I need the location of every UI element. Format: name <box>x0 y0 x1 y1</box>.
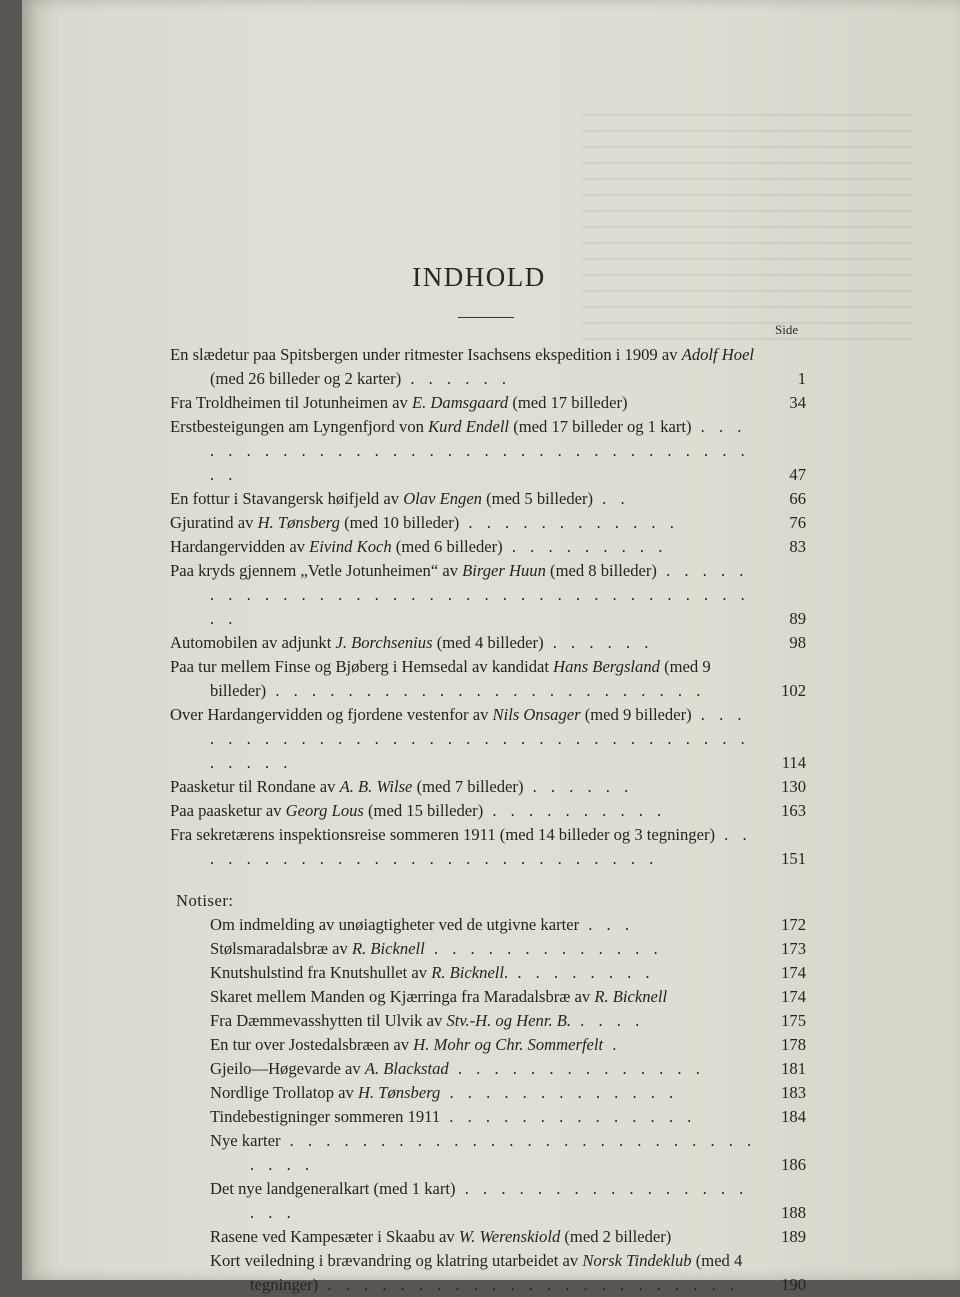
entry-text: Fra Troldheimen til Jotunheimen av <box>170 393 412 412</box>
toc-entry <box>170 343 806 391</box>
dot-leader: . . . . . . . . . . . . . <box>440 1083 679 1102</box>
entry-text: Fra sekretærens inspektionsreise sommeren 1911 (med 14 billeder og 3 tegninger) <box>170 825 716 844</box>
entry-text: (med 2 billeder) <box>560 1227 672 1246</box>
dot-leader: . . . . . . <box>523 777 634 796</box>
dot-leader: . . . . . . <box>543 633 654 652</box>
entry-title <box>170 1033 806 1057</box>
entry-text: Rasene ved Kampesæter i Skaabu av <box>210 1227 459 1246</box>
entry-title <box>170 343 806 391</box>
entry-title <box>170 1249 806 1297</box>
entry-author: Stv.-H. og Henr. B. <box>446 1011 572 1030</box>
page-number: 47 <box>789 465 806 484</box>
dot-leader: . . . . . . <box>401 369 511 388</box>
entry-author: H. Mohr og Chr. Sommerfelt <box>413 1035 604 1054</box>
entry-text: (med 17 billeder og 1 kart) <box>509 417 692 436</box>
toc-entry <box>170 1129 806 1177</box>
dot-leader: . . . . . . . . . . . . . . . . . . . . . . . . . . . . . . . . . . . . . . <box>210 705 750 772</box>
dot-leader: . . . . . . . . . . . . . . . . . . . . . . . . <box>266 681 706 700</box>
page-number: 184 <box>781 1107 806 1126</box>
page-number: 151 <box>781 849 806 868</box>
toc-entry <box>170 799 806 823</box>
entry-text: (med 4 billeder) <box>432 633 544 652</box>
toc-notiser-entries <box>170 913 806 1297</box>
entry-author: A. B. Wilse <box>339 777 413 796</box>
toc-entry <box>170 1105 806 1129</box>
entry-author: Olav Engen <box>403 489 482 508</box>
entry-author: J. Borchsenius <box>335 633 433 652</box>
entry-text: Hardangervidden av <box>170 537 310 556</box>
dot-leader: . . . . . . . . . . . . . . . . . . . . . . . . . . . . . . . . . . . . . <box>210 561 750 628</box>
entry-author: R. Bicknell <box>594 987 668 1006</box>
dot-leader: . . . . . . . . . . . . . . <box>448 1059 705 1078</box>
page-number: 1 <box>797 369 806 388</box>
toc-entry <box>170 985 806 1009</box>
entry-text: (med 6 billeder) <box>391 537 503 556</box>
page-number: 130 <box>781 777 806 796</box>
dot-leader: . . . . . . . . . <box>502 537 668 556</box>
entry-title <box>170 1009 806 1033</box>
entry-author: H. Tønsberg <box>257 513 340 532</box>
entry-title <box>170 913 806 937</box>
dot-leader: . <box>603 1035 622 1054</box>
page-number: 83 <box>789 537 806 556</box>
entry-title <box>170 961 806 985</box>
dot-leader: . . . . . . . . . . <box>483 801 667 820</box>
title-text: INDHOLD <box>412 262 546 292</box>
entry-text: Gjeilo—Høgevarde av <box>210 1059 365 1078</box>
entry-title <box>170 559 806 631</box>
entry-text: Paa kryds gjennem „Vetle Jotunheimen“ av <box>170 561 463 580</box>
entry-text: (med 5 billeder) <box>481 489 594 508</box>
notiser-heading: Notiser: <box>176 891 234 910</box>
entry-title <box>170 415 806 487</box>
toc-entry <box>170 1033 806 1057</box>
toc-entry <box>170 415 806 487</box>
page-number: 188 <box>781 1203 806 1222</box>
entry-text: Stølsmaradalsbræ av <box>210 939 352 958</box>
toc-entry <box>170 1009 806 1033</box>
dot-leader: . . <box>593 489 630 508</box>
entry-text: Paasketur til Rondane av <box>170 777 340 796</box>
entry-title <box>170 1225 806 1249</box>
dot-leader: . . . . . . . . . . . . . . . . . . . . . . . <box>318 1275 740 1294</box>
entry-text: Over Hardangervidden og fjordene vestenfor av <box>170 705 493 724</box>
entry-author: Nils Onsager <box>492 705 581 724</box>
entry-title <box>170 937 806 961</box>
entry-author: Georg Lous <box>285 801 364 820</box>
entry-text: En tur over Jostedalsbræen av <box>210 1035 414 1054</box>
toc-entry <box>170 823 806 871</box>
entry-title <box>170 1129 806 1177</box>
page-number: 102 <box>781 681 806 700</box>
toc-entry <box>170 1081 806 1105</box>
entry-text: En fottur i Stavangersk høifjeld av <box>170 489 404 508</box>
entry-text: (med 9 billeder) <box>580 705 692 724</box>
entry-text: Tindebestigninger sommeren 1911 <box>210 1107 441 1126</box>
entry-title <box>170 1081 806 1105</box>
title-rule <box>458 317 514 318</box>
entry-text: Skaret mellem Manden og Kjærringa fra Maradalsbræ av <box>210 987 595 1006</box>
toc-entry <box>170 535 806 559</box>
entry-title <box>170 487 806 511</box>
toc-entry <box>170 961 806 985</box>
entry-text: Paa paasketur av <box>170 801 286 820</box>
entry-text: (med 15 billeder) <box>363 801 484 820</box>
page-title <box>22 262 960 293</box>
entry-author: Birger Huun <box>462 561 546 580</box>
entry-title <box>170 655 806 703</box>
entry-text: (med 10 billeder) <box>339 513 460 532</box>
page-number: 181 <box>781 1059 806 1078</box>
dot-leader: . . . . . . . . . . . . <box>459 513 679 532</box>
page-number: 173 <box>781 939 806 958</box>
toc-entry <box>170 559 806 631</box>
page-number: 190 <box>781 1275 806 1294</box>
entry-text: (med 26 billeder og 2 karter) <box>210 369 402 388</box>
entry-text: Om indmelding av unøiagtigheter ved de utgivne karter <box>210 915 580 934</box>
page-number: 174 <box>781 987 806 1006</box>
show-through-text <box>582 100 912 350</box>
entry-text: Knutshulstind fra Knutshullet av <box>210 963 432 982</box>
toc-entry <box>170 391 806 415</box>
page-number: 34 <box>789 393 806 412</box>
page-number: 183 <box>781 1083 806 1102</box>
entry-title <box>170 535 806 559</box>
entry-text: (med 17 billeder) <box>508 393 628 412</box>
entry-text: Nordlige Trollatop av <box>210 1083 358 1102</box>
page-number: 163 <box>781 801 806 820</box>
dot-leader: . . . . . . . . . . . . . . . . . . . . . . . . . . . . . . . . . . . <box>210 417 750 484</box>
toc-entry <box>170 511 806 535</box>
entry-title <box>170 703 806 775</box>
entry-title <box>170 985 806 1009</box>
entry-title <box>170 823 806 871</box>
page-column-label: Side <box>775 322 799 337</box>
entry-text: (med 7 billeder) <box>412 777 524 796</box>
entry-author: E. Damsgaard <box>411 393 509 412</box>
entry-text: . <box>504 963 509 982</box>
entry-text: Gjuratind av <box>170 513 258 532</box>
toc-entry <box>170 487 806 511</box>
dot-leader: . . . . . . . . . . . . . . . . . . . <box>250 1179 749 1222</box>
toc-entry <box>170 631 806 655</box>
dot-leader: . . . <box>579 915 634 934</box>
entry-author: Kurd Endell <box>428 417 510 436</box>
entry-title <box>170 799 806 823</box>
entry-text: Kort veiledning i brævandring og klatring utarbeidet av <box>210 1251 583 1270</box>
page-number: 172 <box>781 915 806 934</box>
page-number: 98 <box>789 633 806 652</box>
toc-entry <box>170 1249 806 1297</box>
entry-title <box>170 391 806 415</box>
page-number: 186 <box>781 1155 806 1174</box>
entry-title <box>170 1105 806 1129</box>
entry-text: Paa tur mellem Finse og Bjøberg i Hemsedal av kandidat <box>170 657 554 676</box>
entry-author: H. Tønsberg <box>357 1083 441 1102</box>
entry-author: Adolf Hoel <box>681 345 755 364</box>
entry-title <box>170 1177 806 1225</box>
book-page <box>22 0 960 1294</box>
page-number: 114 <box>781 753 806 772</box>
page-number: 175 <box>781 1011 806 1030</box>
toc-entry <box>170 913 806 937</box>
entry-author: Norsk Tindeklub <box>582 1251 692 1270</box>
entry-author: A. Blackstad <box>364 1059 449 1078</box>
entry-author: R. Bicknell <box>431 963 505 982</box>
page-number: 189 <box>781 1227 806 1246</box>
entry-text: (med 9 billeder) <box>210 657 711 700</box>
dot-leader: . . . . <box>571 1011 645 1030</box>
page-number: 76 <box>789 513 806 532</box>
entry-author: R. Bicknell <box>351 939 425 958</box>
toc-entry <box>170 703 806 775</box>
dot-leader: . . . . . . . . <box>508 963 655 982</box>
dot-leader: . . . . . . . . . . . . . . . . . . . . . . . . . . . . . . <box>250 1131 757 1174</box>
entry-text: En slædetur paa Spitsbergen under ritmester Isachsens ekspedition i 1909 av <box>170 345 682 364</box>
toc-entry <box>170 1225 806 1249</box>
page-number: 66 <box>789 489 806 508</box>
page-number: 174 <box>781 963 806 982</box>
toc-entry <box>170 1177 806 1225</box>
entry-author: W. Werenskiold <box>458 1227 561 1246</box>
entry-title <box>170 631 806 655</box>
entry-text: (med 4 tegninger) <box>250 1251 743 1294</box>
table-of-contents <box>170 343 806 1297</box>
dot-leader: . . . . . . . . . . . . . <box>424 939 663 958</box>
entry-title <box>170 1057 806 1081</box>
toc-entry <box>170 775 806 799</box>
entry-text: Automobilen av adjunkt <box>170 633 336 652</box>
entry-title <box>170 511 806 535</box>
entry-title <box>170 775 806 799</box>
page-number: 178 <box>781 1035 806 1054</box>
entry-text: Nye karter <box>210 1131 281 1150</box>
toc-entry <box>170 655 806 703</box>
entry-text: (med 8 billeder) <box>545 561 657 580</box>
page-number: 89 <box>789 609 806 628</box>
dot-leader: . . . . . . . . . . . . . . <box>440 1107 697 1126</box>
dot-leader: . . . . . . . . . . . . . . . . . . . . . . . . . . . <box>210 825 752 868</box>
toc-entry <box>170 1057 806 1081</box>
entry-text: Det nye landgeneralkart (med 1 kart) <box>210 1179 456 1198</box>
entry-text: Fra Dæmmevasshytten til Ulvik av <box>210 1011 447 1030</box>
entry-text: Erstbesteigungen am Lyngenfjord von <box>170 417 429 436</box>
entry-author: Hans Bergsland <box>553 657 660 676</box>
toc-main-entries <box>170 343 806 871</box>
entry-author: Eivind Koch <box>309 537 392 556</box>
toc-entry <box>170 937 806 961</box>
